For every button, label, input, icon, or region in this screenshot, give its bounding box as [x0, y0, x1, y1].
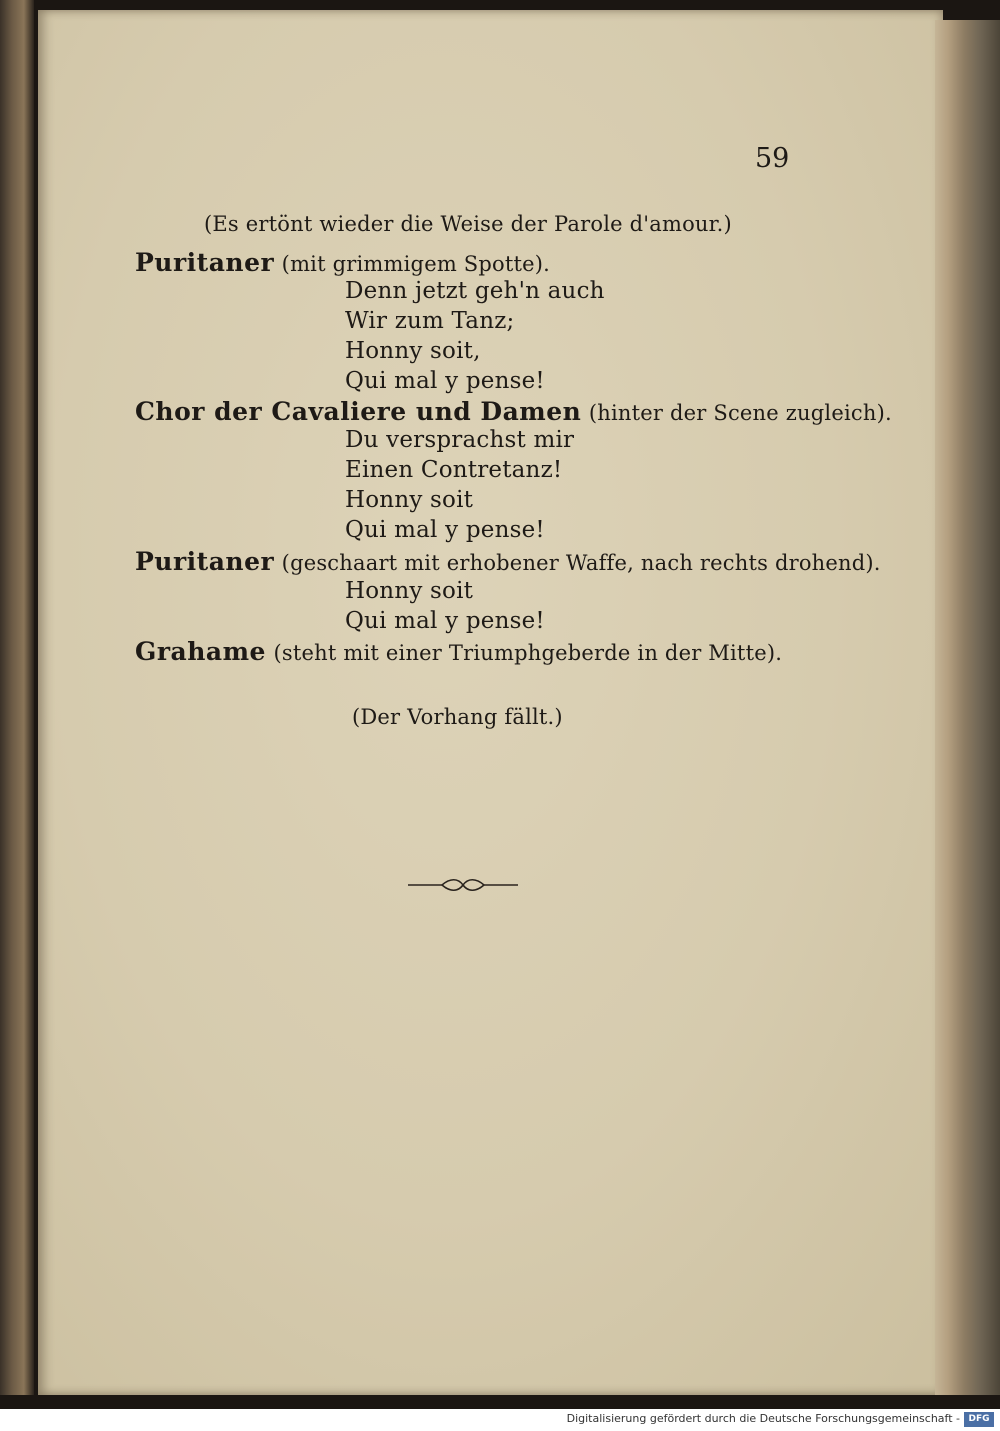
speaker-direction: (mit grimmigem Spotte). — [281, 252, 551, 276]
verse-line: Qui mal y pense! — [345, 368, 545, 394]
verse-line: Honny soit, — [345, 338, 481, 364]
verse-line: Einen Contretanz! — [345, 457, 563, 483]
verse-line: Denn jetzt geh'n auch — [345, 278, 605, 304]
speaker-name: Puritaner — [135, 248, 275, 277]
ornament-divider-icon — [408, 874, 518, 896]
speaker-name: Grahame — [135, 637, 266, 666]
verse-line: Qui mal y pense! — [345, 608, 545, 634]
speaker-name: Puritaner — [135, 547, 275, 576]
speaker-line — [135, 547, 881, 576]
verse-line: Honny soit — [345, 487, 474, 513]
footer-credit: Digitalisierung gefördert durch die Deutsche Forschungsgemeinschaft - — [566, 1412, 960, 1425]
dfg-logo: DFG — [964, 1412, 994, 1427]
speaker-direction: (geschaart mit erhobener Waffe, nach rechts drohend). — [281, 551, 881, 575]
book-left-edge — [0, 0, 34, 1395]
verse-line: Wir zum Tanz; — [345, 308, 515, 334]
page-number: 59 — [755, 143, 790, 174]
stage-direction: (Es ertönt wieder die Weise der Parole d'amour.) — [204, 212, 732, 236]
speaker-line — [135, 397, 892, 426]
speaker-direction: (hinter der Scene zugleich). — [588, 401, 892, 425]
verse-line: Honny soit — [345, 578, 474, 604]
speaker-line — [135, 248, 550, 277]
digitization-footer — [0, 1409, 1000, 1431]
speaker-line — [135, 637, 782, 666]
verse-line: Du versprachst mir — [345, 427, 575, 453]
speaker-direction: (steht mit einer Triumphgeberde in der Mitte). — [273, 641, 783, 665]
stage-direction: (Der Vorhang fällt.) — [352, 705, 563, 729]
speaker-name: Chor der Cavaliere und Damen — [135, 397, 582, 426]
verse-line: Qui mal y pense! — [345, 517, 545, 543]
book-right-edge — [935, 20, 1000, 1395]
